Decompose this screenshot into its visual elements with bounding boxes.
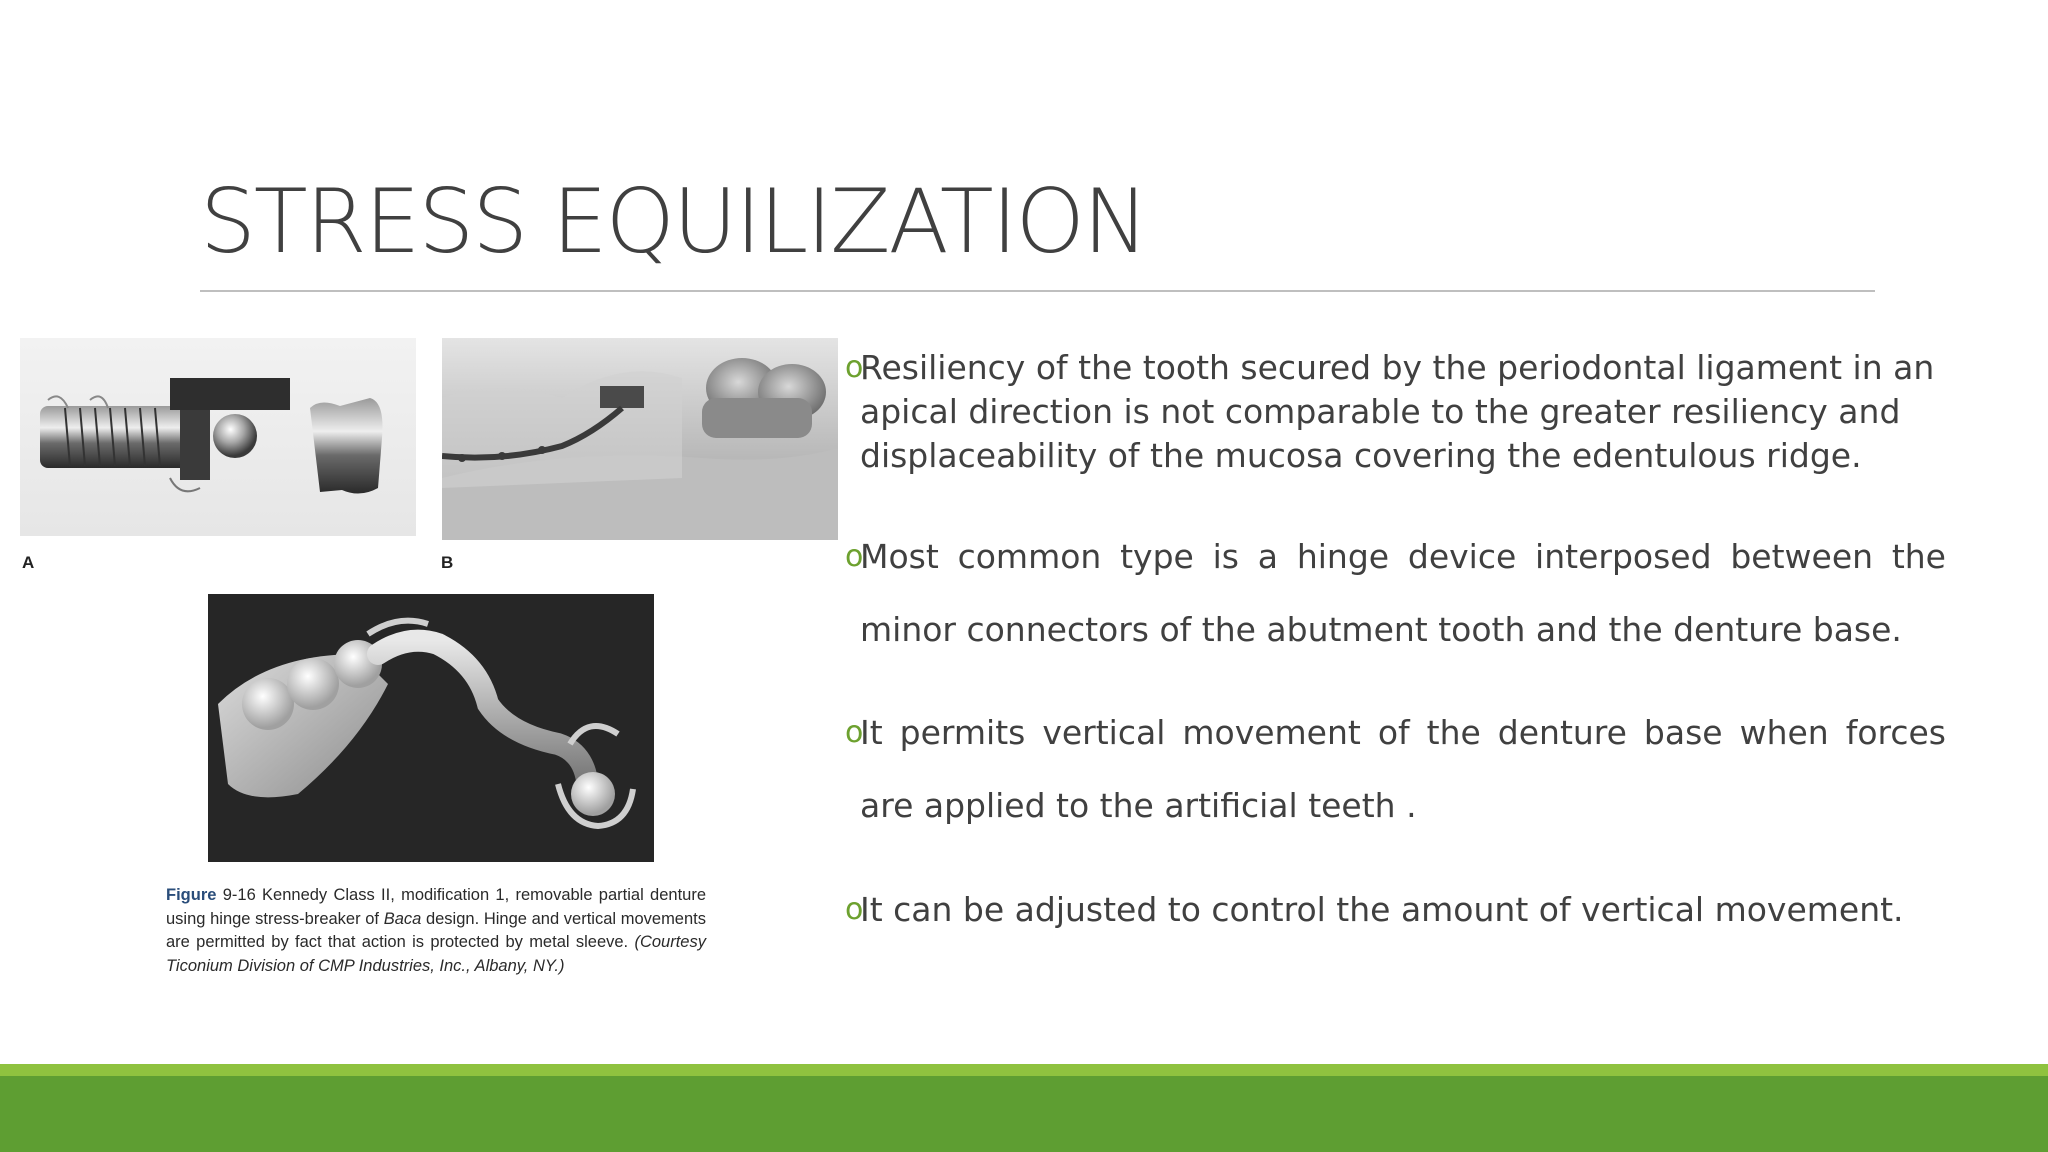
footer-bar: [0, 1076, 2048, 1152]
photo-hinge-device-b: [442, 338, 838, 540]
bullet-text: It can be adjusted to control the amount of vertical movement.: [860, 890, 1904, 929]
caption-text-1: Kennedy Class II, modification 1, removable partial denture using hinge stress-breaker of: [166, 886, 706, 928]
panel-label-a: A: [22, 553, 35, 572]
panel-label-b: B: [441, 553, 454, 572]
bullet-list: [846, 346, 1946, 932]
bullet-text: It permits vertical movement of the denture base when forces are applied to the artificial teeth .: [860, 713, 1946, 825]
bullet-item: [846, 696, 1946, 842]
bullet-text: Most common type is a hinge device interposed between the minor connectors of the abutment tooth and the denture base.: [860, 537, 1946, 649]
bullet-item: [846, 888, 1946, 932]
slide-title: STRESS EQUILIZATION: [200, 170, 1147, 273]
caption-figure-number: 9-16: [216, 886, 263, 904]
title-divider: [200, 290, 1875, 292]
bullet-item: [846, 520, 1946, 666]
caption-figure-label: Figure: [166, 886, 217, 904]
bullet-marker-icon: o: [845, 715, 864, 750]
photo-hinge-device-a: [20, 338, 416, 536]
caption-italic-2: (Courtesy Ticonium Division of CMP Industries, Inc., Albany, NY.): [166, 933, 706, 975]
bullet-text: Resiliency of the tooth secured by the periodontal ligament in an apical direction is not comparable to the greater resiliency and displaceability of the mucosa covering the edentulous ridge.: [860, 348, 1935, 475]
bullet-marker-icon: o: [845, 539, 864, 574]
photo-partial-denture: [208, 594, 654, 862]
bullet-marker-icon: o: [845, 350, 864, 385]
bullet-marker-icon: o: [845, 892, 864, 927]
bullet-item: [846, 346, 1946, 478]
figure-caption: [166, 884, 706, 978]
caption-text-2: design. Hinge and vertical movements are permitted by fact that action is protected by metal sleeve.: [166, 909, 706, 951]
footer-accent-bar: [0, 1064, 2048, 1076]
caption-italic-1: Baca: [383, 909, 422, 928]
